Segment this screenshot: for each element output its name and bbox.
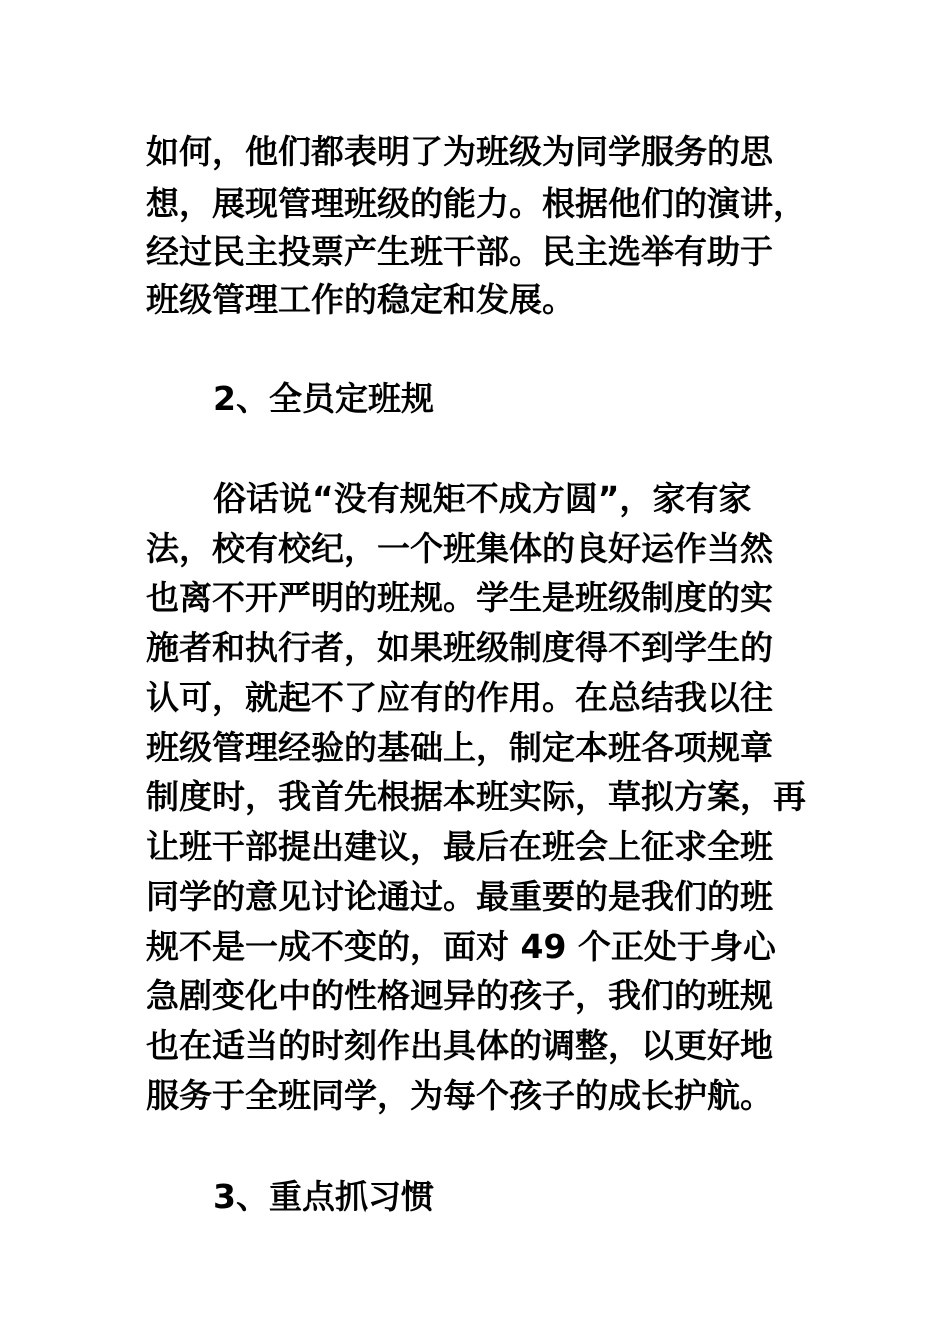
paragraph-line: 想，展现管理班级的能力。根据他们的演讲，	[146, 184, 806, 223]
paragraph-line: 法，校有校纪，一个班集体的良好运作当然	[146, 529, 773, 568]
section-heading-3: 3、重点抓习惯	[213, 1177, 434, 1216]
paragraph-line: 让班干部提出建议，最后在班会上征求全班	[146, 827, 773, 866]
paragraph-line: 同学的意见讨论通过。最重要的是我们的班	[146, 877, 773, 916]
paragraph-line: 班级管理经验的基础上，制定本班各项规章	[146, 728, 773, 767]
paragraph-line: 认可，就起不了应有的作用。在总结我以往	[146, 678, 773, 717]
paragraph-line: 经过民主投票产生班干部。民主选举有助于	[146, 232, 773, 271]
paragraph-line: 如何，他们都表明了为班级为同学服务的思	[146, 132, 773, 171]
paragraph-line: 规不是一成不变的，面对 49 个正处于身心	[146, 927, 776, 966]
paragraph-line: 急剧变化中的性格迥异的孩子，我们的班规	[146, 976, 773, 1015]
section-heading-2: 2、全员定班规	[213, 379, 434, 418]
paragraph-line: 也在适当的时刻作出具体的调整，以更好地	[146, 1026, 773, 1065]
paragraph-line: 也离不开严明的班规。学生是班级制度的实	[146, 578, 773, 617]
paragraph-line: 服务于全班同学，为每个孩子的成长护航。	[146, 1076, 773, 1115]
paragraph-line: 俗话说“没有规矩不成方圆”，家有家	[213, 479, 752, 518]
paragraph-line: 制度时，我首先根据本班实际，草拟方案，再	[146, 777, 806, 816]
paragraph-line: 施者和执行者，如果班级制度得不到学生的	[146, 628, 773, 667]
paragraph-line: 班级管理工作的稳定和发展。	[146, 280, 575, 319]
